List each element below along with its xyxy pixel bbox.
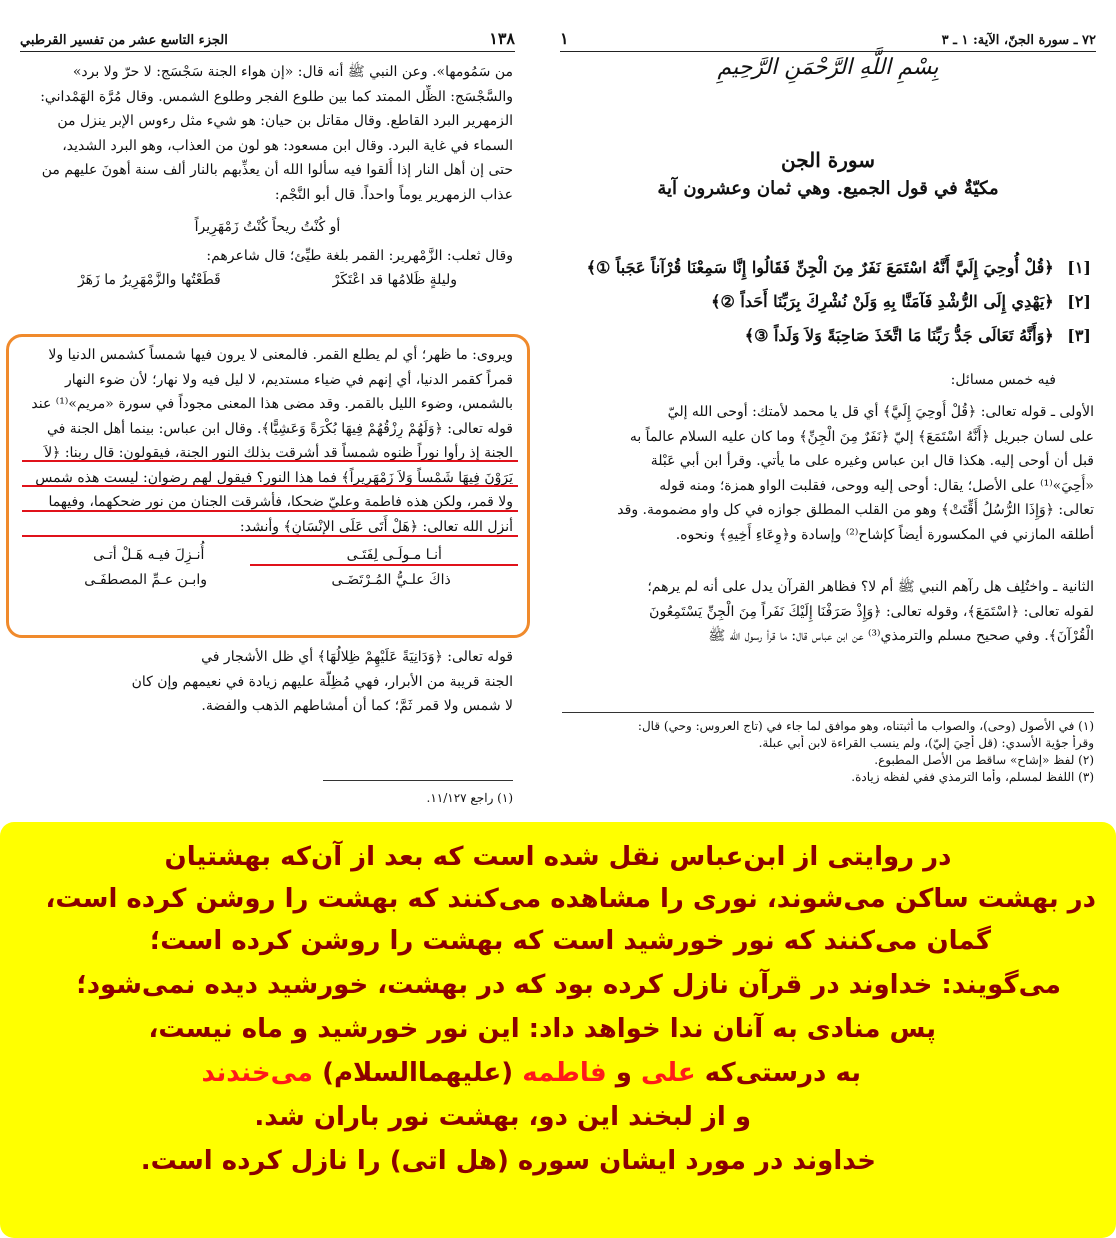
banner-line: گمان می‌کنند که نور خورشید است که بهشت را روشن کرده است؛ — [149, 926, 991, 956]
hemistich: وابـن عـمِّ المصطفَـى — [84, 571, 207, 588]
underline — [22, 510, 518, 512]
banner-text: به درستی‌که — [704, 1058, 861, 1088]
footnote-rule — [323, 780, 513, 781]
text-line: من سَمُومها». وعن النبي ﷺ أنه قال: «إن هواء الجنة سَجْسَج: لا حرّ ولا برد» — [72, 64, 513, 80]
verse-number: [١] — [1067, 258, 1091, 277]
banner-text: و — [615, 1058, 632, 1088]
left-top-text — [22, 60, 513, 293]
right-page — [540, 0, 1116, 820]
basmala: بِسْمِ اللَّهِ الرَّحْمَنِ الرَّحِيمِ — [717, 55, 939, 80]
footnote: (٢) لفظ «إشاح» ساقط من الأصل المطبوع. — [874, 753, 1094, 767]
hemistich: قَطَعْتُها والزَّمْهَرِيرُ ما زَهَرْ — [77, 272, 221, 288]
right-running-head — [560, 22, 1096, 52]
text-line: الجنة إذ رأوا نوراً ظنوه شمساً قد أشرقت بذلك النور الجنة، فيقولون: قال ربنا: ﴿لاَ — [44, 445, 513, 461]
text-line: أنزل الله تعالى: ﴿هَلْ أَتَى عَلَى الإِنْسَانِ﴾ وأنشد: — [239, 518, 513, 535]
hemistich: أُنـزِلَ فيـه هَـلْ أتـى — [93, 547, 205, 563]
text-line: الأولى ـ قوله تعالى: ﴿قُلْ أُوحِيَ إِلَيَّ﴾ أي قل يا محمد لأمتك: أوحى الله إليّ — [667, 404, 1094, 420]
surah-subtitle: مكيّةٌ في قول الجميع. وهي ثمان وعشرون آية — [657, 178, 999, 199]
banner-line: می‌گویند: خداوند در قرآن نازل کرده بود که در بهشت، خورشید دیده نمی‌شود؛ — [76, 970, 1061, 1000]
text-line: لقوله تعالى: ﴿اسْتَمَعَ﴾، وقوله تعالى: ﴿وَإِذْ صَرَفْنَا إِلَيْكَ نَفَراً مِنَ الْجِنِّ يَسْتَمِعُونَ — [649, 603, 1094, 620]
left-running-title: الجزء التاسع عشر من تفسير القرطبي — [20, 33, 228, 48]
text-line: قبل أن أوحى إليه. هكذا قال ابن عباس وغيره على ما يأتي. وقرأ ابن أبي عَبْلة — [650, 453, 1094, 469]
banner-line: و از لبخند این دو، بهشت نور باران شد. — [254, 1102, 751, 1132]
text-line: والسَّجْسَج: الظِّل الممتد كما بين طلوع الفجر وطلوع الشمس. وقال مُرَّة الهَمْداني: — [40, 88, 513, 105]
banner-line: در روایتی از ابن‌عباس نقل شده است که بعد از آن‌که بهشتیان — [164, 842, 952, 872]
verse-line — [565, 292, 1091, 311]
banner-line: خداوند در مورد ایشان سوره (هل اتی) را نازل کرده است. — [140, 1146, 876, 1176]
text-line: أطلقه المازني في المكسورة أيضاً كإشاح⁽²⁾ وإسادة و﴿وِعَاءِ أَخِيهِ﴾ ونحوه. — [675, 526, 1094, 543]
name-ali: علی — [640, 1058, 696, 1088]
text-line: قوله تعالى: ﴿وَلَهُمْ رِزْقُهُمْ فِيهَا بُكْرَةً وَعَشِيًّا﴾. وقال ابن عباس: بينما أهل الجنة في — [46, 420, 513, 437]
text-line: ويروى: ما ظهر؛ أي لم يطلع القمر. فالمعنى لا يرون فيها شمساً كشمس الدنيا ولا — [48, 347, 513, 363]
translation-banner — [0, 822, 1116, 1238]
footnote: (٣) اللفظ لمسلم، وأما الترمذي ففي لفظه زيادة. — [851, 770, 1094, 784]
text-line: ولا قمر، ولكن هذه فاطمة وعليّ ضحكا، فأشرقت الجنان من نور ضحكهما، وفيهما — [48, 494, 513, 510]
footnote: وقرأ جؤية الأسدي: (قل أُحِيَ إليّ)، ولم ينسب القراءة لابن أبي عبلة. — [758, 736, 1094, 750]
text-line: الزمهرير البرد القاطع. وقال مقاتل بن حيان: هو شيء مثل رءوس الإبر ينزل من — [57, 113, 513, 129]
verse-text: ﴿قُلْ أُوحِيَ إِلَيَّ أَنَّهُ اسْتَمَعَ نَفَرٌ مِنَ الْجِنِّ فَقَالُوا إِنَّا سَمِعْنَا قُرْآناً عَجَباً ①﴾ — [586, 258, 1054, 277]
hemistich: وليلةٍ ظَلامُها قد اعْتَكَرْ — [332, 272, 458, 288]
right-running-title: ٧٢ ـ سورة الجنّ، الآية: ١ ـ ٣ — [941, 33, 1096, 48]
hemistich: أنـا مـولَـى لِفَتَـى — [346, 547, 442, 563]
footnote-rule — [562, 712, 1094, 713]
issues-heading: فيه خمس مسائل: — [950, 372, 1056, 388]
verse-text: ﴿وَأَنَّهُ تَعَالَى جَدُّ رَبِّنَا مَا اتَّخَذَ صَاحِبَةً وَلاَ وَلَداً ③﴾ — [744, 326, 1054, 345]
underline — [22, 535, 518, 537]
text-line: عذاب الزمهرير يوماً واحداً. قال أبو النَّجْم: — [274, 186, 513, 203]
right-para-1 — [562, 400, 1094, 547]
text-line: حتى إن أهل النار إذا أُلقوا فيه سألوا الله أن يعذِّبهم بالنار ألف سنة أهونَ عليهم من — [41, 162, 513, 178]
text-line: وقال ثعلب: الزَّمْهرير: القمر بلغة طيِّئ؛ قال شاعرهم: — [206, 247, 513, 264]
text-line: الْقُرْآنَ﴾. وفي صحيح مسلم والترمذي⁽³⁾ عن ابن عباس قال: ما قرأ رسول الله ﷺ — [708, 628, 1094, 644]
surah-title: سورة الجن — [781, 148, 875, 172]
right-para-2 — [562, 575, 1094, 649]
text-line: قوله تعالى: ﴿وَدَانِيَةً عَلَيْهِمْ ظِلالُهَا﴾ أي ظل الأشجار في — [201, 649, 513, 665]
text-line: الجنة قريبة من الأبرار، فهي مُظِلّة عليهم زيادة في نعيمهم وإن كان — [131, 673, 513, 690]
verse-number: [٣] — [1067, 326, 1091, 345]
text-line: على لسان جبريل ﴿أَنَّهُ اسْتَمَعَ﴾ إليّ ﴿نَفَرٌ مِنَ الْجِنِّ﴾ وما كان عليه السلام عالماً به — [629, 428, 1094, 445]
banner-line: پس منادی به آنان ندا خواهد داد: این نور خورشید و ماه نیست، — [148, 1014, 936, 1044]
hemistich: ذاكَ علـيُّ المُـرْتَضَـى — [331, 571, 451, 588]
left-page-number: ١٣٨ — [489, 29, 515, 48]
verse-number: [٢] — [1067, 292, 1091, 311]
text-line: السماء في غاية البرد. وقال ابن مسعود: هو لون من العذاب، وهو البرد الشديد، — [62, 137, 513, 154]
verse-line — [565, 258, 1091, 277]
right-page-number: ١ — [560, 29, 569, 48]
underline — [250, 564, 518, 566]
text-line: قمراً كقمر الدنيا، أي إنهم في ضياء مستديم، لا ليل فيه ولا نهار؛ لأن ضوء النهار — [64, 371, 513, 388]
text-line: الثانية ـ واختُلِف هل رآهم النبي ﷺ أم لا؟ فظاهر القرآن يدل على أنه لم يرهم؛ — [647, 579, 1094, 595]
poem-couplet — [22, 268, 513, 293]
underline — [22, 485, 518, 487]
banner-text-laugh: می‌خندند — [201, 1058, 314, 1088]
footnote: (١) في الأصول (وحى)، والصواب ما أثبتناه، وهو موافق لما جاء في (تاج العروس: وحي) قال: — [637, 719, 1094, 733]
name-fatima: فاطمه — [522, 1058, 607, 1088]
verse-text: ﴿يَهْدِي إِلَى الرُّشْدِ فَآمَنَّا بِهِ وَلَنْ نُشْرِكَ بِرَبِّنَا أَحَداً ②﴾ — [711, 292, 1054, 311]
underline — [22, 460, 518, 462]
left-bottom-text — [22, 645, 513, 719]
text-line: «أُحِيَ»⁽¹⁾ على الأصل؛ يقال: أوحى إليه ووحى، فقلبت الواو همزة؛ ومنه قوله — [659, 477, 1094, 494]
banner-line: در بهشت ساکن می‌شوند، نوری را مشاهده می‌کنند که بهشت را روشن کرده است، — [45, 884, 1096, 914]
text-line: بالشمس، وضوء الليل بالقمر. وقد مضى هذا المعنى مجوداً في سورة «مريم»⁽¹⁾ عند — [31, 396, 513, 412]
banner-text: (علیهماالسلام) — [322, 1058, 514, 1088]
left-running-head — [20, 22, 515, 52]
text-line: لا شمس ولا قمر ثَمَّ؛ كما أن أمشاطهم الذهب والفضة. — [201, 698, 513, 714]
banner-line-names — [201, 1058, 861, 1088]
verse-line — [565, 326, 1091, 345]
poem-verse: أو كُنْتُ ريحاً كُنْتُ زَمْهَرِيراً — [194, 219, 341, 235]
right-footnotes — [562, 718, 1094, 786]
text-line: يَرَوْنَ فِيهَا شَمْساً وَلاَ زَمْهَرِيراً﴾ فما هذا النور؟ فيقول لهم رضوان: ليست هذه شمس — [35, 469, 513, 486]
text-line: تعالى: ﴿وَإِذَا الرُّسُلُ أُقِّتَتْ﴾ وهو من القلب المطلق جوازه في كل واو مضمومة. وقد — [617, 502, 1094, 518]
left-footnote: (١) راجع ١١/١٢٧. — [426, 791, 513, 805]
